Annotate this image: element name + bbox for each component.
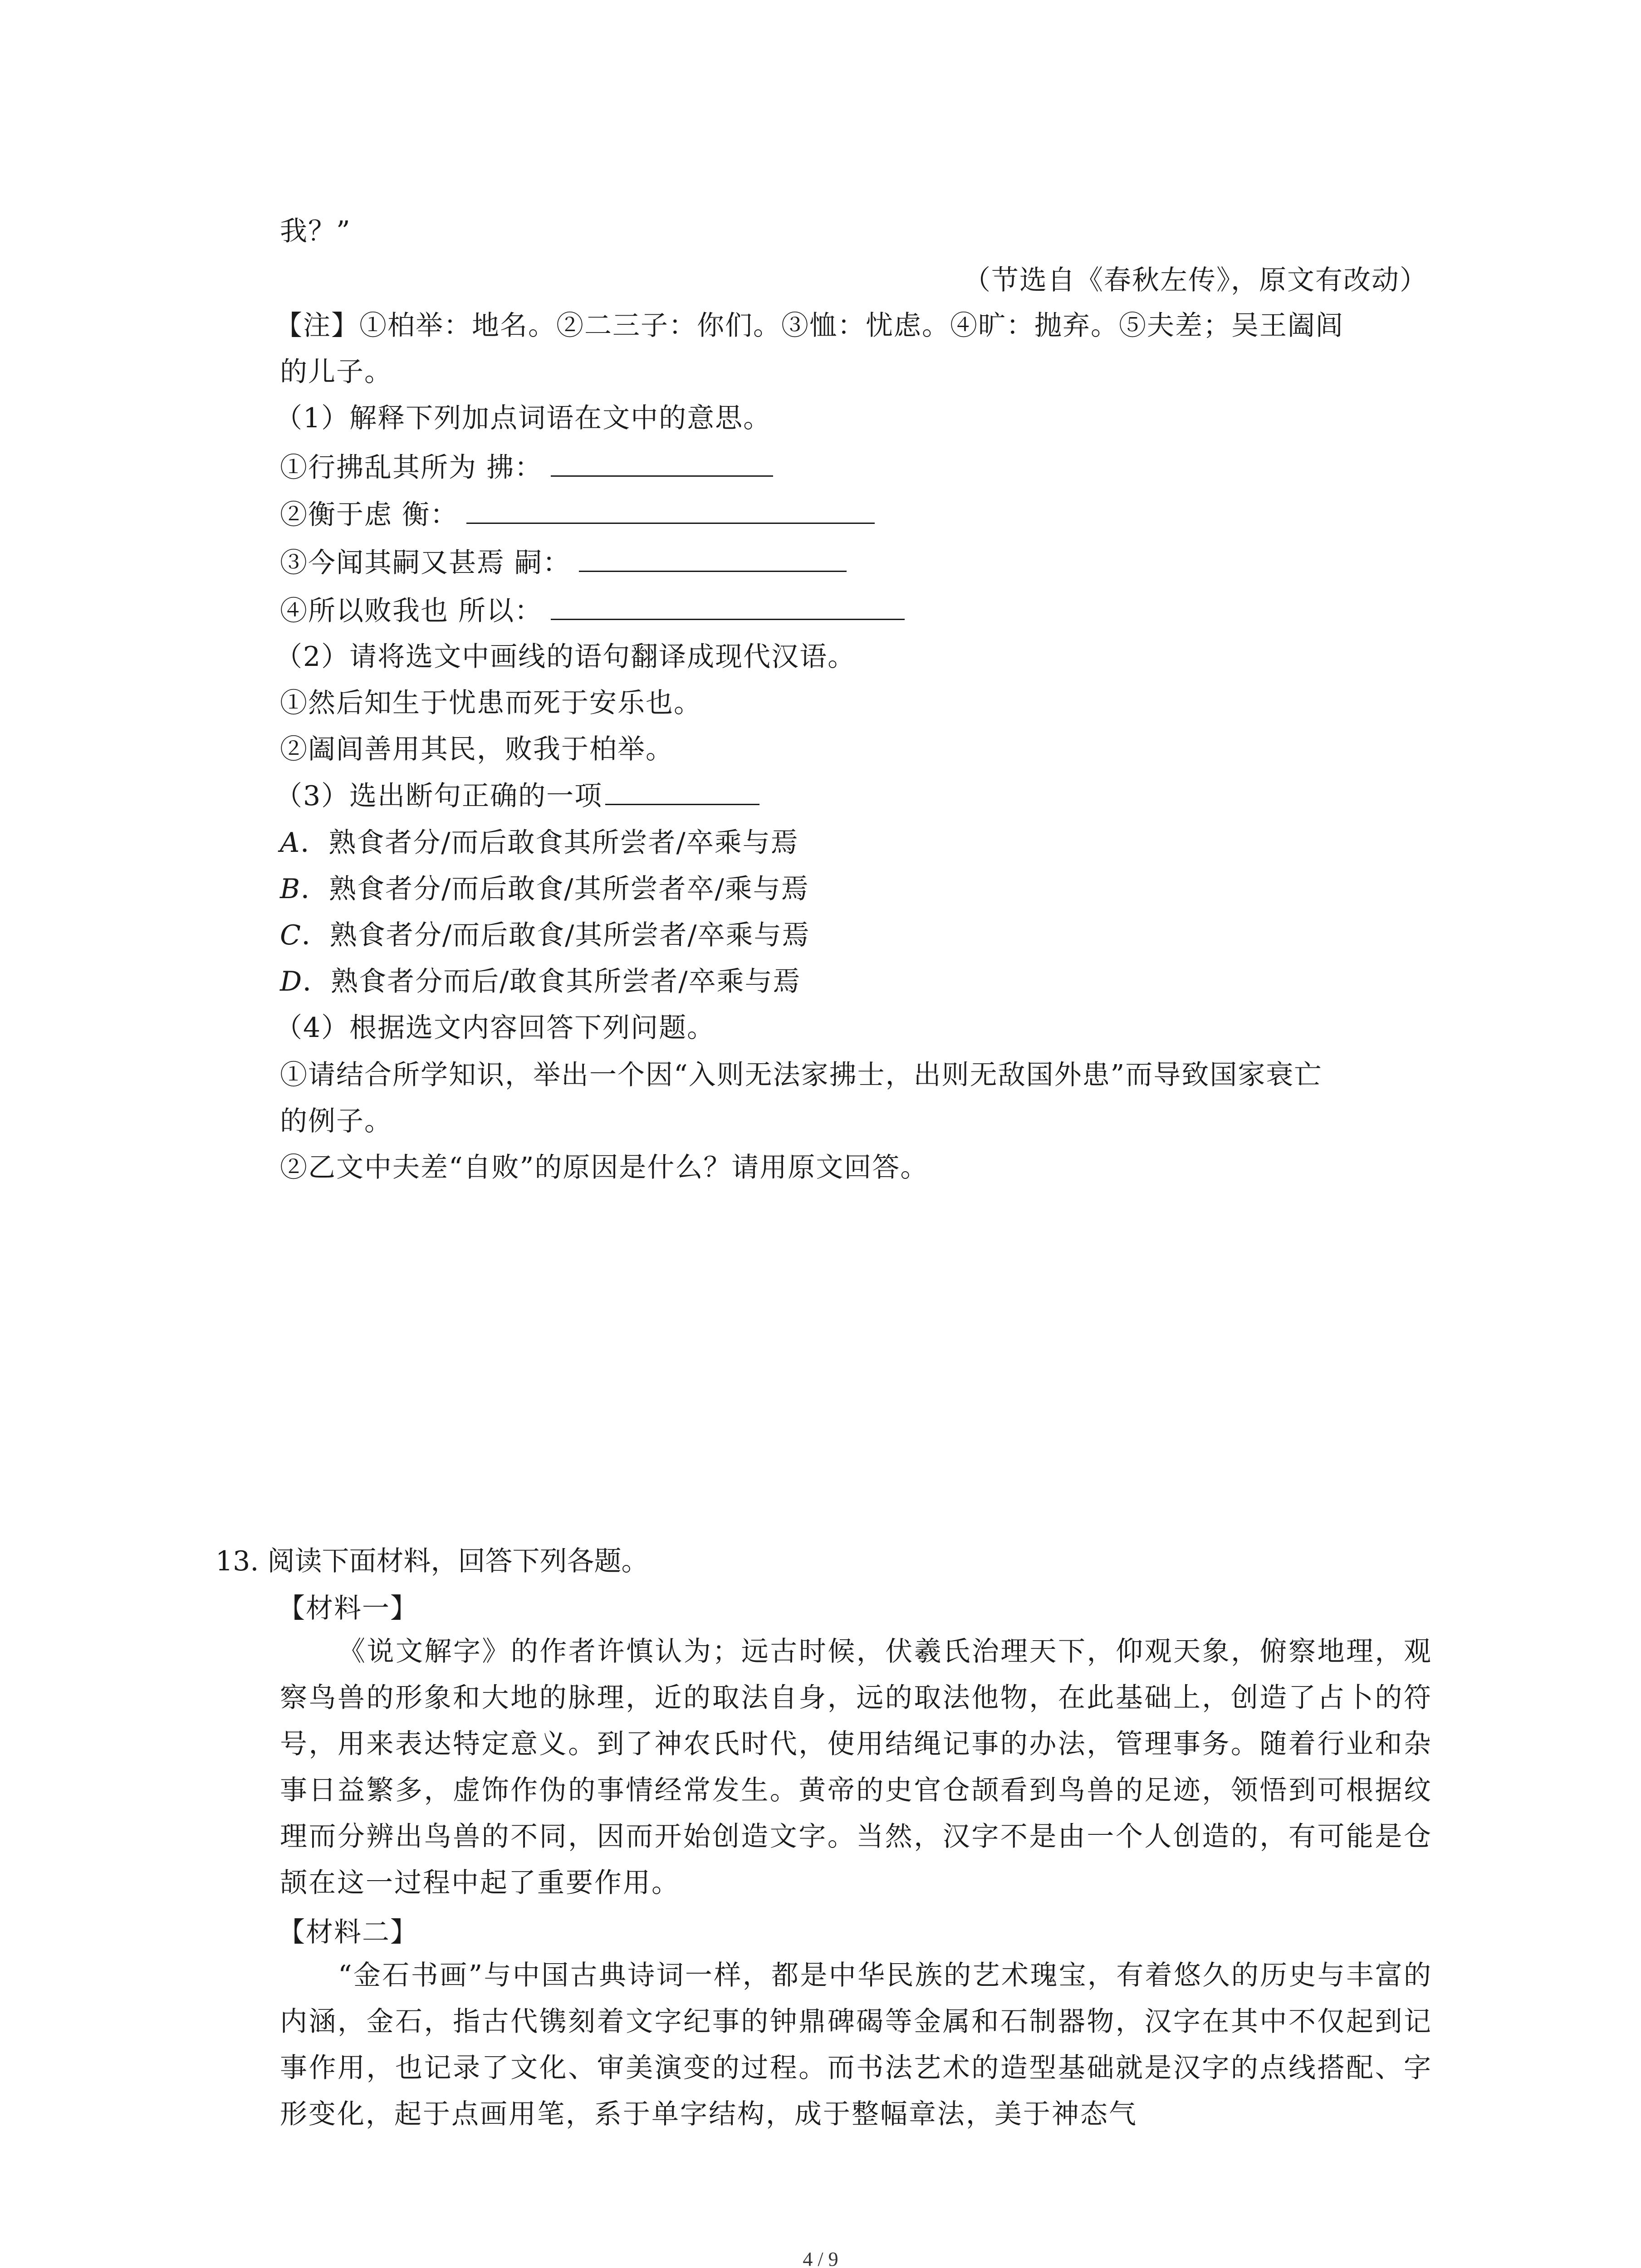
q2-item-1: ①然后知生于忧患而死于安乐也。 (280, 687, 702, 719)
q1-item-1-text: ①行拂乱其所为 拂： (280, 452, 543, 484)
material-1-text: 《说文解字》的作者许慎认为；远古时候，伏羲氏治理天下，仰观天象，俯察地理，观察鸟兽的形象和大地的脉理，近的取法自身，远的取法他物，在此基础上，创造了占卜的符号，用来表达特定意义。到了神农氏时代，使用结绳记事的办法，管理事务。随着行业和杂事日益繁多，虚饰作伪的事情经常发生。黄帝的史官仓颉看到鸟兽的足迹，领悟到可根据纹理而分辨出鸟兽的不同，因而开始创造文字。当然，汉字不是由一个人创造的，有可能是仓颉在这一过程中起了重要作用。 (280, 1636, 1432, 1899)
q4-item-2: ②乙文中夫差“自败”的原因是什么？请用原文回答。 (280, 1152, 929, 1183)
q3-option-a[interactable] (280, 825, 799, 861)
material-1-title: 【材料一】 (278, 1593, 418, 1624)
q4-item-1: ①请结合所学知识，举出一个因“入则无法家拂士，出则无敌国外患”而导致国家衰亡 (280, 1059, 1323, 1091)
q13-heading (216, 1543, 649, 1579)
page-number: 4 / 9 (803, 2248, 838, 2268)
passage-quote-end: 我？” (280, 215, 351, 247)
material-2-title: 【材料二】 (278, 1916, 418, 1948)
option-text: ．熟食者分/而后敢食其所尝者/卒乘与焉 (300, 827, 799, 859)
option-text: ．熟食者分而后/敢食其所尝者/卒乘与焉 (303, 966, 801, 997)
q1-item-4-text: ④所以败我也 所以： (280, 595, 543, 627)
note-line-2: 的儿子。 (280, 356, 392, 388)
q3-option-b[interactable] (280, 871, 809, 907)
question-number: 13. (216, 1545, 259, 1577)
option-letter: A (280, 827, 301, 859)
material-2-body (280, 1952, 1432, 2137)
passage-source: （节选自《春秋左传》，原文有改动） (963, 264, 1428, 296)
material-2-text: “金石书画”与中国古典诗词一样，都是中华民族的艺术瑰宝，有着悠久的历史与丰富的内涵，金石，指古代镌刻着文字纪事的钟鼎碑碣等金属和石制器物，汉字在其中不仅起到记事作用，也记录了文化、审美演变的过程。而书法艺术的造型基础就是汉字的点线搭配、字形变化，起于点画用笔，系于单字结构，成于整幅章法，美于神态气 (280, 1960, 1432, 2130)
option-letter: D (280, 966, 303, 997)
q3-prompt (275, 777, 759, 814)
option-letter: C (280, 919, 302, 951)
q2-item-2: ②阖闾善用其民，败我于柏举。 (280, 733, 674, 765)
q2-prompt: （2）请将选文中画线的语句翻译成现代汉语。 (275, 641, 856, 673)
option-letter: B (280, 873, 301, 905)
q1-prompt: （1）解释下列加点词语在文中的意思。 (275, 402, 772, 434)
q1-item-4 (280, 592, 905, 629)
q1-item-2-text: ②衡于虑 衡： (280, 499, 459, 531)
q1-item-1 (280, 449, 773, 486)
q3-option-d[interactable] (280, 963, 801, 1000)
q3-option-c[interactable] (280, 917, 810, 953)
q3-prompt-text: （3）选出断句正确的一项 (275, 780, 603, 812)
answer-blank[interactable] (605, 777, 759, 805)
q1-item-3-text: ③今闻其嗣又甚焉 嗣： (280, 547, 571, 579)
q4-prompt: （4）根据选文内容回答下列问题。 (275, 1012, 715, 1044)
q1-item-3 (280, 544, 847, 581)
note-line-1: 【注】①柏举：地名。②二三子：你们。③恤：忧虑。④旷：抛弃。⑤夫差；吴王阖闾 (275, 310, 1344, 342)
question-stem: 阅读下面材料，回答下列各题。 (267, 1545, 649, 1577)
option-text: ．熟食者分/而后敢食/其所尝者/卒乘与焉 (301, 919, 810, 951)
material-1-body (280, 1628, 1432, 1906)
answer-blank[interactable] (466, 496, 875, 524)
answer-blank[interactable] (551, 449, 773, 477)
option-text: ．熟食者分/而后敢食/其所尝者卒/乘与焉 (301, 873, 809, 905)
q4-item-1-cont: 的例子。 (280, 1105, 392, 1137)
answer-blank[interactable] (579, 544, 847, 572)
answer-blank[interactable] (551, 592, 905, 620)
q1-item-2 (280, 496, 875, 533)
